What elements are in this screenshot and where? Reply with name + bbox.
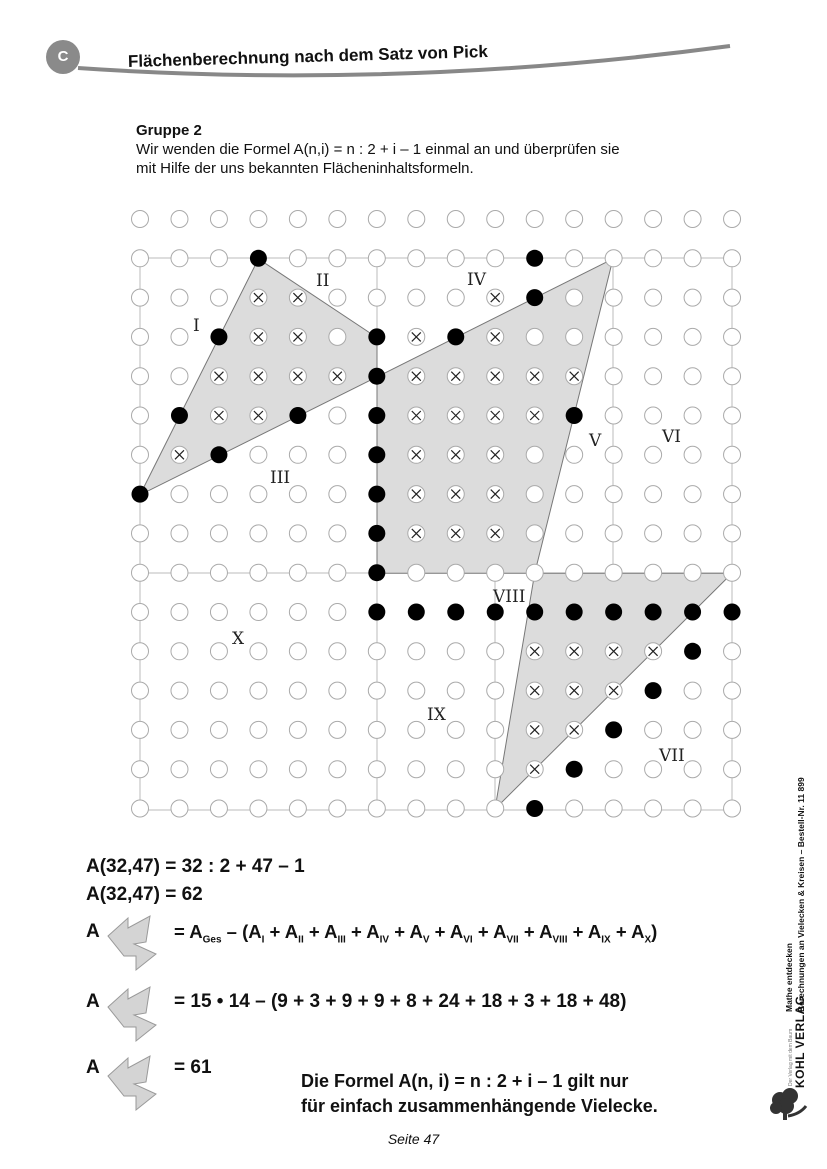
grid-peg xyxy=(289,761,306,778)
boundary-peg xyxy=(526,289,543,306)
grid-peg xyxy=(408,289,425,306)
sub-IX: IX xyxy=(601,934,611,946)
grid-peg xyxy=(132,564,149,581)
grid-peg xyxy=(289,564,306,581)
grid-peg xyxy=(408,564,425,581)
boundary-peg xyxy=(368,407,385,424)
grid-peg xyxy=(684,289,701,306)
grid-peg xyxy=(566,250,583,267)
region-label-VIII: VIII xyxy=(493,587,526,607)
grid-peg xyxy=(724,289,741,306)
boundary-peg xyxy=(210,446,227,463)
grid-peg xyxy=(724,525,741,542)
grid-peg xyxy=(605,761,622,778)
grid-peg xyxy=(250,643,267,660)
group-heading: Gruppe 2 xyxy=(136,122,202,139)
grid-peg xyxy=(132,682,149,699)
plus-a: + A xyxy=(389,921,423,942)
grid-peg xyxy=(329,604,346,621)
sub-I: I xyxy=(261,934,265,946)
region-label-I: I xyxy=(193,316,200,336)
grid-peg xyxy=(210,721,227,738)
composite-shape-icon xyxy=(100,912,160,972)
grid-peg xyxy=(487,721,504,738)
grid-peg xyxy=(329,446,346,463)
grid-peg xyxy=(171,328,188,345)
calc-line-3 xyxy=(86,921,100,943)
grid-peg xyxy=(132,250,149,267)
grid-peg xyxy=(724,643,741,660)
region-label-II: II xyxy=(316,271,330,291)
grid-peg xyxy=(724,328,741,345)
grid-peg xyxy=(329,328,346,345)
grid-peg xyxy=(684,368,701,385)
boundary-peg xyxy=(526,250,543,267)
grid-peg xyxy=(447,682,464,699)
grid-peg xyxy=(210,682,227,699)
grid-peg xyxy=(132,800,149,817)
grid-peg xyxy=(605,525,622,542)
grid-peg xyxy=(724,446,741,463)
grid-peg xyxy=(645,407,662,424)
boundary-peg xyxy=(447,604,464,621)
grid-peg xyxy=(368,721,385,738)
grid-peg xyxy=(684,525,701,542)
boundary-peg xyxy=(289,407,306,424)
sidebar-order-number: Bestell-Nr. 11 899 xyxy=(796,777,806,848)
sidebar-book-title: Berechnungen an Vielecken & Kreisen xyxy=(796,856,806,1012)
calc-line-4-symbol xyxy=(86,991,100,1013)
grid-peg xyxy=(289,604,306,621)
grid-peg xyxy=(526,564,543,581)
grid-peg xyxy=(724,250,741,267)
grid-peg xyxy=(605,289,622,306)
boundary-peg xyxy=(368,446,385,463)
grid-peg xyxy=(132,446,149,463)
sub-VIII: VIII xyxy=(552,934,568,946)
grid-peg xyxy=(724,682,741,699)
grid-peg xyxy=(408,761,425,778)
grid-peg xyxy=(447,211,464,228)
grid-peg xyxy=(684,211,701,228)
grid-peg xyxy=(487,643,504,660)
grid-peg xyxy=(526,486,543,503)
intro-line-2: mit Hilfe der uns bekannten Flächeninhaltsformeln. xyxy=(136,160,474,177)
grid-peg xyxy=(171,525,188,542)
grid-peg xyxy=(171,604,188,621)
grid-peg xyxy=(329,564,346,581)
grid-peg xyxy=(605,486,622,503)
calc-line-5: = 61 xyxy=(174,1057,212,1078)
page-number: Seite 47 xyxy=(387,1131,440,1147)
plus-a: + A xyxy=(567,921,602,942)
grid-peg xyxy=(447,564,464,581)
grid-peg xyxy=(447,250,464,267)
chapter-badge: C xyxy=(57,48,69,65)
grid-peg xyxy=(368,761,385,778)
plus-a: + A xyxy=(472,921,507,942)
grid-peg xyxy=(526,525,543,542)
plus-a: + A xyxy=(264,921,299,942)
grid-peg xyxy=(605,446,622,463)
plus-a: + A xyxy=(610,921,645,942)
sub-III: III xyxy=(337,934,346,946)
boundary-peg xyxy=(526,604,543,621)
grid-peg xyxy=(645,446,662,463)
area-symbol: A xyxy=(86,991,100,1012)
grid-peg xyxy=(368,211,385,228)
grid-peg xyxy=(132,368,149,385)
region-label-IV: IV xyxy=(467,270,486,290)
grid-peg xyxy=(171,643,188,660)
grid-peg xyxy=(684,682,701,699)
grid-peg xyxy=(250,486,267,503)
grid-peg xyxy=(645,368,662,385)
boundary-peg xyxy=(368,564,385,581)
boundary-peg xyxy=(210,328,227,345)
grid-peg xyxy=(289,525,306,542)
sidebar-series: Mathe entdecken xyxy=(784,943,794,1012)
grid-peg xyxy=(210,643,227,660)
grid-peg xyxy=(605,328,622,345)
grid-peg xyxy=(447,289,464,306)
grid-peg xyxy=(566,486,583,503)
grid-peg xyxy=(210,289,227,306)
grid-peg xyxy=(605,564,622,581)
grid-peg xyxy=(487,682,504,699)
grid-peg xyxy=(210,250,227,267)
formula-open: – (A xyxy=(221,921,262,942)
plus-a: + A xyxy=(303,921,338,942)
grid-peg xyxy=(329,761,346,778)
boundary-peg xyxy=(447,328,464,345)
boundary-peg xyxy=(368,368,385,385)
grid-peg xyxy=(684,564,701,581)
grid-peg xyxy=(605,368,622,385)
grid-peg xyxy=(329,800,346,817)
grid-peg xyxy=(289,486,306,503)
grid-peg xyxy=(289,800,306,817)
grid-peg xyxy=(724,721,741,738)
boundary-peg xyxy=(368,604,385,621)
grid-peg xyxy=(487,211,504,228)
grid-peg xyxy=(289,682,306,699)
sub-X: X xyxy=(644,934,652,946)
grid-peg xyxy=(645,250,662,267)
sub-V: V xyxy=(422,934,430,946)
composite-shape-icon xyxy=(100,983,160,1043)
grid-peg xyxy=(250,800,267,817)
area-symbol: A xyxy=(86,1057,100,1078)
sub-IV: IV xyxy=(379,934,390,946)
conclusion-text xyxy=(301,1069,658,1119)
grid-peg xyxy=(566,446,583,463)
grid-peg xyxy=(289,446,306,463)
boundary-peg xyxy=(684,643,701,660)
grid-peg xyxy=(210,486,227,503)
grid-peg xyxy=(289,721,306,738)
grid-peg xyxy=(408,721,425,738)
grid-peg xyxy=(645,721,662,738)
grid-peg xyxy=(684,250,701,267)
grid-peg xyxy=(408,211,425,228)
grid-peg xyxy=(210,800,227,817)
grid-peg xyxy=(250,761,267,778)
publisher-tagline: Der Verlag mit dem Baum xyxy=(788,1028,794,1086)
grid-peg xyxy=(645,328,662,345)
grid-peg xyxy=(408,250,425,267)
grid-peg xyxy=(171,211,188,228)
conclusion-line-2: für einfach zusammenhängende Vielecke. xyxy=(301,1096,658,1116)
grid-peg xyxy=(605,407,622,424)
grid-peg xyxy=(526,328,543,345)
grid-peg xyxy=(250,682,267,699)
formula-close: ) xyxy=(651,921,658,942)
sub-VII: VII xyxy=(506,934,519,946)
boundary-peg xyxy=(645,682,662,699)
grid-peg xyxy=(132,211,149,228)
grid-peg xyxy=(526,211,543,228)
grid-peg xyxy=(132,289,149,306)
grid-peg xyxy=(605,211,622,228)
grid-peg xyxy=(250,446,267,463)
publisher-name: KOHL VERLAG xyxy=(793,995,807,1088)
plus-a: + A xyxy=(518,921,553,942)
boundary-peg xyxy=(250,250,267,267)
grid-peg xyxy=(605,800,622,817)
sub-VI: VI xyxy=(463,934,473,946)
grid-peg xyxy=(724,486,741,503)
grid-peg xyxy=(645,289,662,306)
grid-peg xyxy=(132,643,149,660)
grid-peg xyxy=(289,211,306,228)
region-label-VI: VI xyxy=(662,427,681,447)
calc-line-5-symbol xyxy=(86,1057,100,1079)
grid-peg xyxy=(447,800,464,817)
grid-peg xyxy=(684,486,701,503)
grid-peg xyxy=(684,446,701,463)
grid-peg xyxy=(329,289,346,306)
grid-peg xyxy=(171,721,188,738)
grid-peg xyxy=(171,486,188,503)
grid-peg xyxy=(368,289,385,306)
grid-peg xyxy=(289,250,306,267)
grid-peg xyxy=(171,800,188,817)
conclusion-line-1: Die Formel A(n, i) = n : 2 + i – 1 gilt nur xyxy=(301,1071,629,1091)
grid-peg xyxy=(171,761,188,778)
grid-peg xyxy=(645,800,662,817)
intro-line-1: Wir wenden die Formel A(n,i) = n : 2 + i – 1 einmal an und überprüfen sie xyxy=(136,141,620,158)
composite-shape-icon xyxy=(100,1052,160,1112)
grid-peg xyxy=(250,211,267,228)
grid-peg xyxy=(250,604,267,621)
grid-peg xyxy=(250,721,267,738)
grid-peg xyxy=(487,761,504,778)
grid-peg xyxy=(132,525,149,542)
boundary-peg xyxy=(645,604,662,621)
boundary-peg xyxy=(526,800,543,817)
grid-peg xyxy=(250,525,267,542)
boundary-peg xyxy=(132,486,149,503)
boundary-peg xyxy=(368,328,385,345)
grid-peg xyxy=(487,564,504,581)
grid-peg xyxy=(645,211,662,228)
region-label-VII: VII xyxy=(659,746,685,766)
region-label-X: X xyxy=(232,629,245,649)
region-label-V: V xyxy=(589,431,602,451)
grid-peg xyxy=(566,328,583,345)
grid-peg xyxy=(171,250,188,267)
grid-peg xyxy=(566,525,583,542)
region-label-III: III xyxy=(270,468,291,488)
calc-line-1: A(32,47) = 32 : 2 + 47 – 1 xyxy=(86,856,305,877)
grid-peg xyxy=(329,250,346,267)
grid-peg xyxy=(171,564,188,581)
grid-peg xyxy=(447,643,464,660)
grid-peg xyxy=(132,328,149,345)
grid-peg xyxy=(526,446,543,463)
plus-a: + A xyxy=(429,921,464,942)
boundary-peg xyxy=(724,604,741,621)
grid-peg xyxy=(368,682,385,699)
grid-peg xyxy=(566,211,583,228)
boundary-peg xyxy=(684,604,701,621)
grid-peg xyxy=(132,761,149,778)
grid-peg xyxy=(329,643,346,660)
grid-peg xyxy=(329,525,346,542)
grid-peg xyxy=(684,800,701,817)
boundary-peg xyxy=(171,407,188,424)
grid-peg xyxy=(368,250,385,267)
calc-line-2: A(32,47) = 62 xyxy=(86,884,203,905)
grid-peg xyxy=(408,800,425,817)
grid-peg xyxy=(132,721,149,738)
boundary-peg xyxy=(368,525,385,542)
grid-peg xyxy=(132,604,149,621)
boundary-peg xyxy=(605,721,622,738)
grid-peg xyxy=(447,761,464,778)
grid-peg xyxy=(566,800,583,817)
sidebar-separator: – xyxy=(796,849,806,855)
grid-peg xyxy=(684,407,701,424)
page-title: Flächenberechnung nach dem Satz von Pick xyxy=(127,41,489,71)
sub-II: II xyxy=(298,934,304,946)
grid-peg xyxy=(171,289,188,306)
area-symbol: A xyxy=(86,921,100,942)
grid-peg xyxy=(250,564,267,581)
grid-peg xyxy=(329,486,346,503)
boundary-peg xyxy=(566,761,583,778)
boundary-peg xyxy=(368,486,385,503)
grid-peg xyxy=(724,368,741,385)
grid-peg xyxy=(329,407,346,424)
sub-ges: Ges xyxy=(202,934,222,946)
region-label-IX: IX xyxy=(427,705,446,725)
grid-peg xyxy=(368,643,385,660)
grid-peg xyxy=(724,211,741,228)
grid-peg xyxy=(447,721,464,738)
grid-peg xyxy=(566,289,583,306)
grid-peg xyxy=(210,604,227,621)
grid-peg xyxy=(329,211,346,228)
grid-peg xyxy=(724,407,741,424)
grid-peg xyxy=(645,564,662,581)
polygon-shapes xyxy=(140,259,732,809)
grid-peg xyxy=(566,564,583,581)
grid-peg xyxy=(684,721,701,738)
sidebar-book xyxy=(796,777,806,1012)
boundary-peg xyxy=(408,604,425,621)
grid-peg xyxy=(210,211,227,228)
grid-peg xyxy=(289,643,306,660)
grid-peg xyxy=(684,761,701,778)
calc-line-3-formula xyxy=(174,921,657,946)
grid-peg xyxy=(408,643,425,660)
grid-peg xyxy=(329,721,346,738)
grid-peg xyxy=(605,250,622,267)
grid-peg xyxy=(408,682,425,699)
grid-peg xyxy=(487,800,504,817)
calc-line-4: = 15 • 14 – (9 + 3 + 9 + 9 + 8 + 24 + 18 + 3 + 18 + 48) xyxy=(174,991,627,1012)
grid-peg xyxy=(724,564,741,581)
grid-peg xyxy=(724,800,741,817)
grid-peg xyxy=(645,486,662,503)
boundary-peg xyxy=(605,604,622,621)
grid-peg xyxy=(368,800,385,817)
grid-peg xyxy=(171,368,188,385)
grid-peg xyxy=(210,525,227,542)
grid-peg xyxy=(132,407,149,424)
boundary-peg xyxy=(566,407,583,424)
grid-peg xyxy=(210,564,227,581)
grid-peg xyxy=(724,761,741,778)
formula-prefix: = A xyxy=(174,921,203,942)
grid-peg xyxy=(210,761,227,778)
tree-logo-icon xyxy=(766,1086,816,1122)
grid-peg xyxy=(645,525,662,542)
boundary-peg xyxy=(566,604,583,621)
plus-a: + A xyxy=(345,921,380,942)
grid-peg xyxy=(171,682,188,699)
grid-peg xyxy=(487,250,504,267)
grid-peg xyxy=(329,682,346,699)
grid-peg xyxy=(684,328,701,345)
